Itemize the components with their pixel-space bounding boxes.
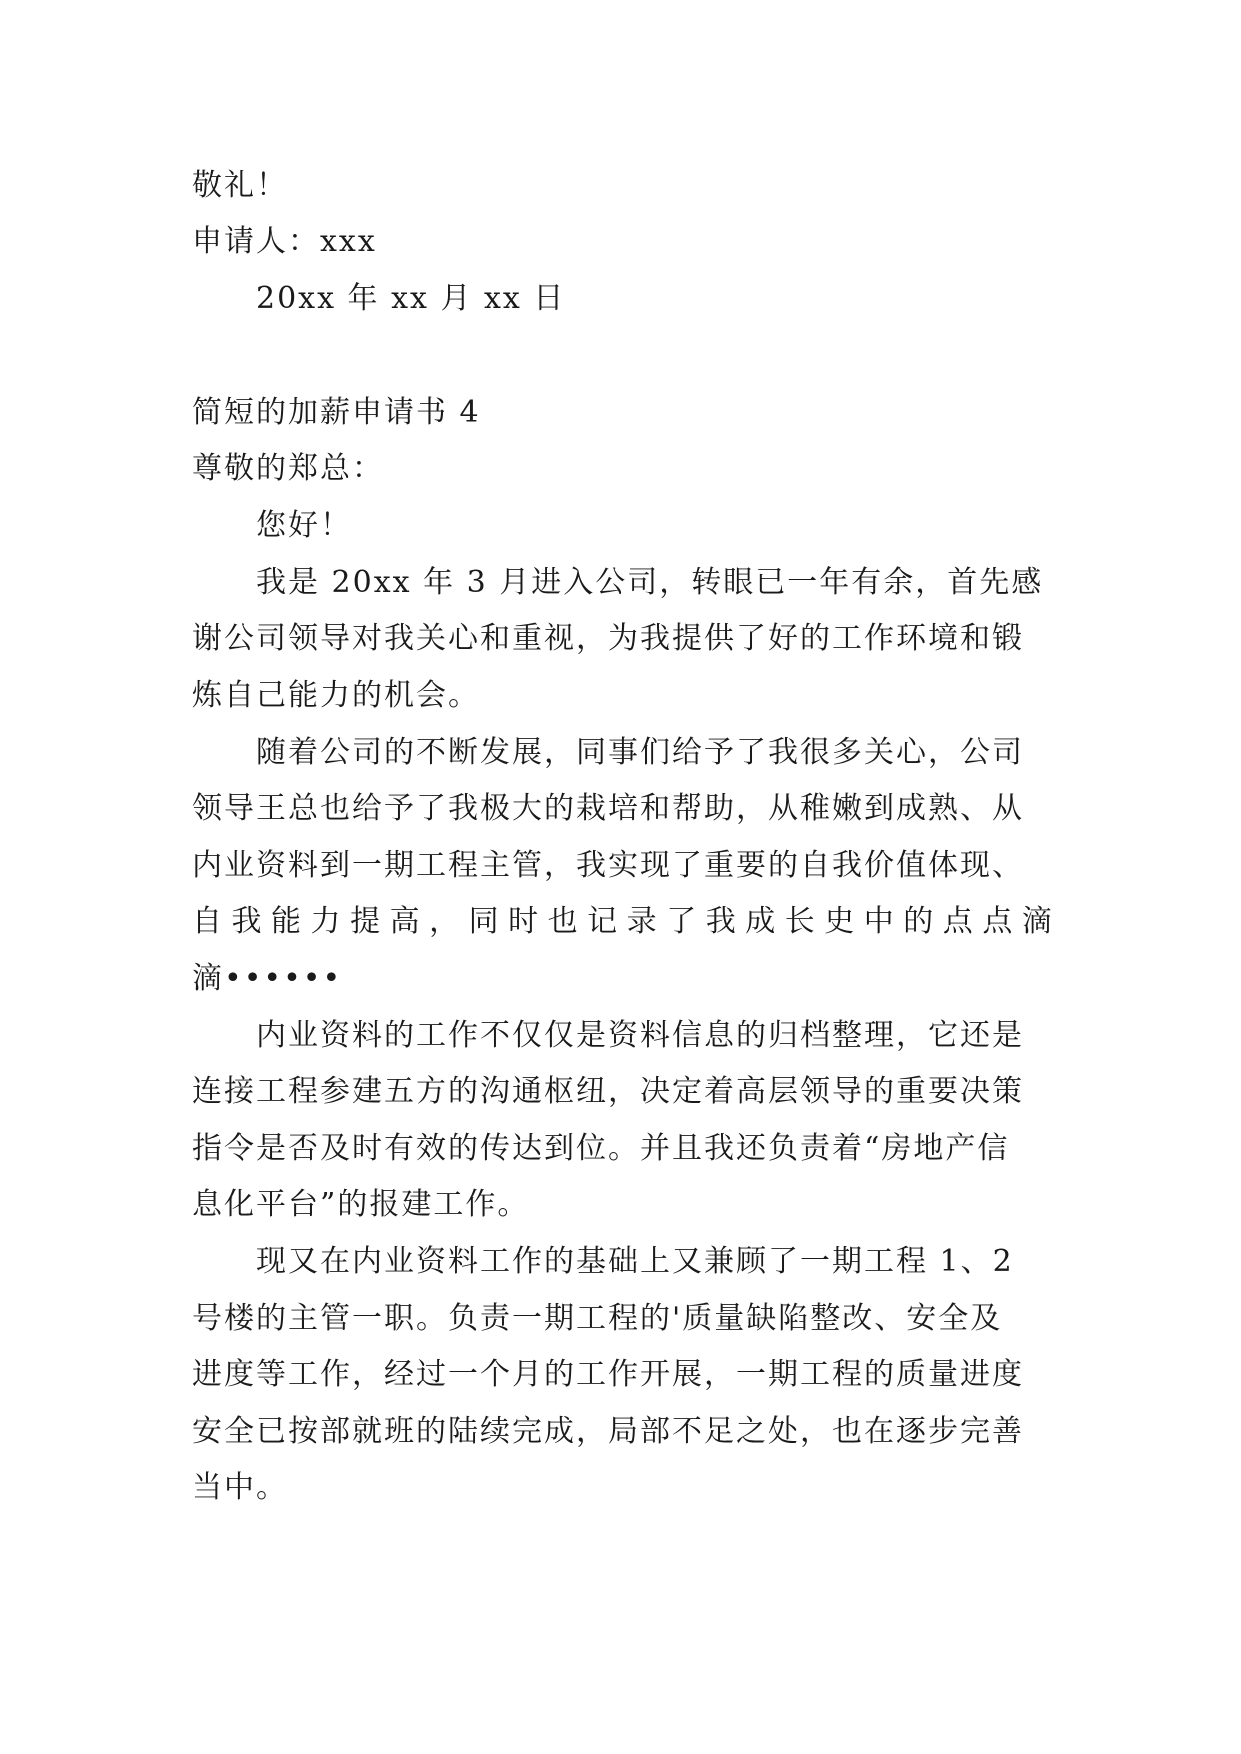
greeting: 您好！ [256,508,352,543]
paragraph-2-line-4: 自 我 能 力 提 高 ， 同 时 也 记 录 了 我 成 长 史 中 的 点 点 滴 [192,904,1052,939]
paragraph-2-line-2: 领导王总也给予了我极大的栽培和帮助，从稚嫩到成熟、从 [192,791,1024,826]
paragraph-4-line-5: 当中。 [192,1470,288,1505]
paragraph-1-line-2: 谢公司领导对我关心和重视，为我提供了好的工作环境和锻 [192,621,1024,656]
paragraph-3-line-3: 指令是否及时有效的传达到位。并且我还负责着“房地产信 [192,1131,1010,1166]
paragraph-2-line-1: 随着公司的不断发展，同事们给予了我很多关心，公司 [256,735,1024,770]
paragraph-3-line-2: 连接工程参建五方的沟通枢纽，决定着高层领导的重要决策 [192,1074,1024,1109]
paragraph-4-line-1: 现又在内业资料工作的基础上又兼顾了一期工程 1、2 [256,1244,1014,1279]
paragraph-3-line-1: 内业资料的工作不仅仅是资料信息的归档整理，它还是 [256,1018,1024,1053]
paragraph-4-line-3: 进度等工作，经过一个月的工作开展，一期工程的质量进度 [192,1357,1024,1392]
applicant-line: 申请人：xxx [192,224,377,259]
paragraph-2-line-3: 内业资料到一期工程主管，我实现了重要的自我价值体现、 [192,848,1024,883]
paragraph-2-line-5: 滴•••••• [192,961,343,996]
section-title: 简短的加薪申请书 4 [192,395,481,430]
paragraph-3-line-4: 息化平台”的报建工作。 [192,1187,530,1222]
paragraph-4-line-2: 号楼的主管一职。负责一期工程的'质量缺陷整改、安全及 [192,1301,1003,1336]
paragraph-1-line-1: 我是 20xx 年 3 月进入公司，转眼已一年有余，首先感 [256,565,1044,600]
closing-salutation: 敬礼！ [192,168,288,203]
paragraph-1-line-3: 炼自己能力的机会。 [192,678,480,713]
date-line: 20xx 年 xx 月 xx 日 [256,281,566,316]
addressee: 尊敬的郑总： [192,451,384,486]
paragraph-4-line-4: 安全已按部就班的陆续完成，局部不足之处，也在逐步完善 [192,1414,1024,1449]
